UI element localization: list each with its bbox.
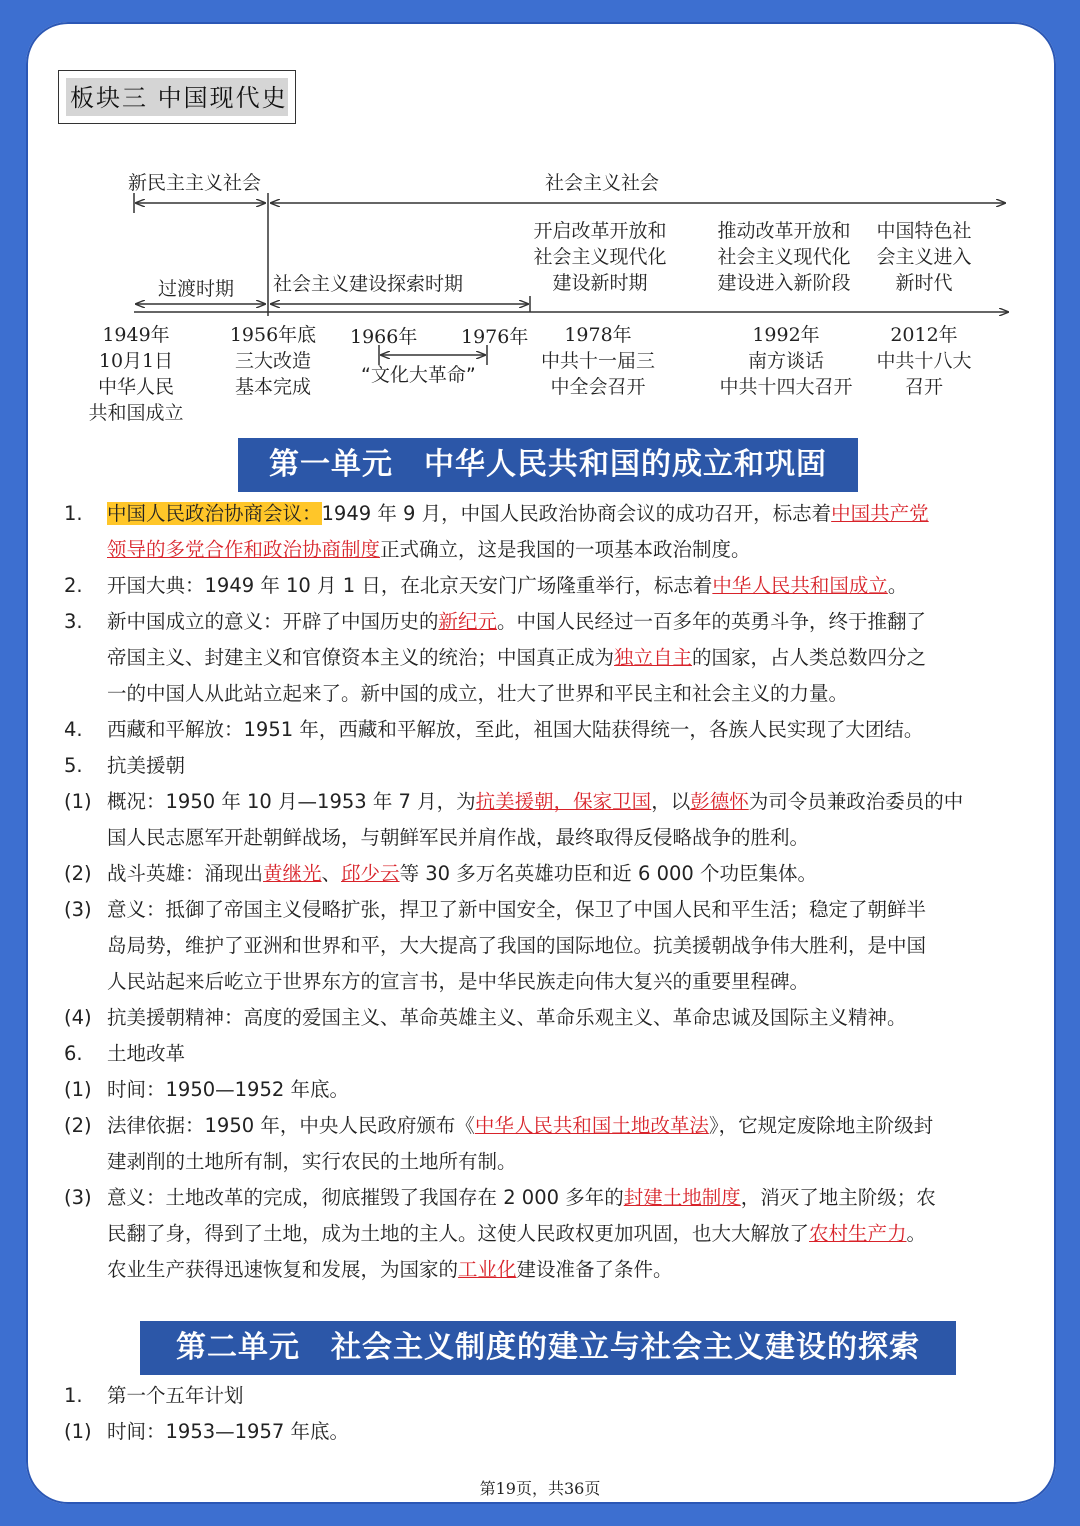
text: 农业生产获得迅速恢复和发展，为国家的	[107, 1258, 459, 1281]
stage-1978	[515, 218, 685, 296]
unit1-content	[64, 496, 1024, 1288]
u1-item-6-1	[64, 1072, 1024, 1108]
item-number: (3)	[64, 898, 92, 921]
event-2012-year: 2012年	[890, 324, 958, 346]
event-1949-line4: 共和国成立	[88, 402, 184, 424]
text: 一的中国人从此站立起来了。新中国的成立，壮大了世界和平民主和社会主义的力量。	[107, 682, 849, 705]
stage-2012	[864, 218, 984, 296]
text: ，以	[651, 790, 691, 813]
text: 。	[887, 574, 908, 597]
event-1978-line3: 中全会召开	[550, 376, 646, 398]
item-number: 3.	[64, 610, 83, 633]
stage-2012-line2: 会主义进入	[876, 246, 972, 268]
u1-item-6	[64, 1036, 1024, 1072]
item-number: 6.	[64, 1042, 83, 1065]
key-term: 封建土地制度	[623, 1186, 741, 1209]
item-number: (1)	[64, 790, 92, 813]
cultural-revolution-label: “文化大革命”	[361, 364, 476, 386]
item-number: 2.	[64, 574, 83, 597]
event-1949-date: 10月1日	[98, 350, 174, 372]
key-term: 中华人民共和国土地改革法	[474, 1114, 709, 1137]
label-exploration: 社会主义建设探索时期	[273, 273, 464, 295]
item-number: 4.	[64, 718, 83, 741]
unit1-title: 第一单元 中华人民共和国的成立和巩固	[238, 438, 858, 492]
item-number: (1)	[64, 1078, 92, 1101]
event-1978	[523, 322, 673, 400]
item-number: (4)	[64, 1006, 92, 1029]
text: 民翻了身，得到了土地，成为土地的主人。这使人民政权更加巩固，也大大解放了	[107, 1222, 810, 1245]
stage-1992-line3: 建设进入新阶段	[717, 272, 851, 294]
text: 岛局势，维护了亚洲和世界和平，大大提高了我国的国际地位。抗美援朝战争伟大胜利，是中国	[107, 934, 927, 957]
key-term: 工业化	[458, 1258, 517, 1281]
stage-1978-line2: 社会主义现代化	[533, 246, 667, 268]
text: 的国家，占人类总数四分之	[692, 646, 927, 669]
item-number: (2)	[64, 1114, 92, 1137]
key-term: 领导的多党合作和政治协商制度	[107, 538, 381, 561]
text: 意义：土地改革的完成，彻底摧毁了我国存在 2 000 多年的	[107, 1186, 624, 1209]
text: 法律依据：1950 年，中央人民政府颁布《	[107, 1114, 475, 1137]
highlight-term: 中国人民政治协商会议：	[107, 502, 322, 525]
key-term: 邱少云	[341, 862, 400, 885]
key-term: 中华人民共和国成立	[712, 574, 888, 597]
event-1956-year: 1956年底	[229, 324, 317, 346]
event-1949-line3: 中华人民	[97, 376, 174, 398]
key-term: 独立自主	[614, 646, 693, 669]
text: 。中国人民经过一百多年的英勇斗争，终于推翻了	[497, 610, 927, 633]
text: 帝国主义、封建主义和官僚资本主义的统治；中国真正成为	[107, 646, 615, 669]
text: 》，它规定废除地主阶级封	[708, 1114, 934, 1137]
u1-item-6-2	[64, 1108, 1024, 1180]
text: 西藏和平解放：1951 年，西藏和平解放，至此，祖国大陆获得统一，各族人民实现了大团结。	[107, 718, 924, 741]
item-number: 1.	[64, 1384, 83, 1407]
unit2-content	[64, 1378, 1024, 1450]
u1-item-5-1	[64, 784, 1024, 856]
u1-item-5-4	[64, 1000, 1024, 1036]
text: ，消灭了地主阶级；农	[740, 1186, 936, 1209]
u1-item-3	[64, 604, 1024, 712]
item-number: (2)	[64, 862, 92, 885]
u1-item-6-3	[64, 1180, 1024, 1288]
period-new-democracy: 新民主主义社会	[128, 172, 262, 194]
u2-item-1	[64, 1378, 1024, 1414]
text: 等 30 多万名英雄功臣和近 6 000 个功臣集体。	[399, 862, 817, 885]
label-transition: 过渡时期	[158, 278, 235, 300]
event-2012-line2: 中共十八大	[876, 350, 972, 372]
text: 时间：1950—1952 年底。	[107, 1078, 349, 1101]
event-1956	[218, 322, 328, 400]
u1-item-5-3	[64, 892, 1024, 1000]
unit2-title: 第二单元 社会主义制度的建立与社会主义建设的探索	[140, 1321, 956, 1375]
item-number: (3)	[64, 1186, 92, 1209]
text: 、	[321, 862, 342, 885]
text: 第一个五年计划	[107, 1384, 244, 1407]
u1-item-1	[64, 496, 1024, 568]
stage-1978-line3: 建设新时期	[552, 272, 648, 294]
text: 土地改革	[107, 1042, 186, 1065]
text: 抗美援朝精神：高度的爱国主义、革命英雄主义、革命乐观主义、革命忠诚及国际主义精神。	[107, 1006, 907, 1029]
text: 1949 年 9 月，中国人民政治协商会议的成功召开，标志着	[321, 502, 832, 525]
event-1992-year: 1992年	[752, 324, 820, 346]
stage-1992-line1: 推动改革开放和	[717, 220, 851, 242]
text: 新中国成立的意义：开辟了中国历史的	[107, 610, 439, 633]
item-number: 1.	[64, 502, 83, 525]
event-1956-line2: 三大改造	[234, 350, 311, 372]
key-term: 农村生产力	[809, 1222, 907, 1245]
text: 正式确立，这是我国的一项基本政治制度。	[380, 538, 751, 561]
key-term: 中国共产党	[831, 502, 929, 525]
event-2012	[863, 322, 985, 400]
key-term: 黄继光	[263, 862, 322, 885]
text: 意义：抵御了帝国主义侵略扩张，捍卫了新中国安全，保卫了中国人民和平生活；稳定了朝鲜半	[107, 898, 927, 921]
text: 建剥削的土地所有制，实行农民的土地所有制。	[107, 1150, 517, 1173]
stage-1992-line2: 社会主义现代化	[717, 246, 851, 268]
u1-item-5	[64, 748, 1024, 784]
event-1992-line3: 中共十四大召开	[719, 376, 853, 398]
text: 抗美援朝	[107, 754, 186, 777]
event-1949-year: 1949年	[102, 324, 170, 346]
u1-item-5-2	[64, 856, 1024, 892]
event-1992-line2: 南方谈话	[747, 350, 824, 372]
text: 国人民志愿军开赴朝鲜战场，与朝鲜军民并肩作战，最终取得反侵略战争的胜利。	[107, 826, 810, 849]
u2-item-1-1	[64, 1414, 1024, 1450]
key-term: 新纪元	[438, 610, 498, 633]
item-number: 5.	[64, 754, 83, 777]
u1-item-2	[64, 568, 1024, 604]
text: 战斗英雄：涌现出	[107, 862, 264, 885]
event-1956-line3: 基本完成	[234, 376, 311, 398]
item-number: (1)	[64, 1420, 92, 1443]
section-badge-label: 板块三 中国现代史	[66, 78, 288, 116]
text: 。	[906, 1222, 927, 1245]
text: 人民站起来后屹立于世界东方的宣言书，是中华民族走向伟大复兴的重要里程碑。	[107, 970, 810, 993]
stage-2012-line1: 中国特色社	[876, 220, 972, 242]
event-1978-year: 1978年	[564, 324, 632, 346]
text: 开国大典：1949 年 10 月 1 日，在北京天安门广场隆重举行，标志着	[107, 574, 713, 597]
key-term: 抗美援朝，保家卫国	[475, 790, 652, 813]
period-socialism: 社会主义社会	[545, 172, 660, 194]
event-1978-line2: 中共十一届三	[540, 350, 655, 372]
event-1966: 1966年	[350, 326, 418, 348]
event-1992	[700, 322, 872, 400]
u1-item-4	[64, 712, 1024, 748]
stage-1978-line1: 开启改革开放和	[533, 220, 667, 242]
text: 建设准备了条件。	[516, 1258, 673, 1281]
key-term: 彭德怀	[690, 790, 749, 813]
text: 为司令员兼政治委员的中	[748, 790, 964, 813]
stage-2012-line3: 新时代	[895, 272, 953, 294]
page-footer: 第19页，共36页	[479, 1479, 601, 1498]
event-2012-line3: 召开	[904, 376, 943, 398]
event-1949	[76, 322, 196, 426]
event-1976: 1976年	[461, 326, 529, 348]
text: 时间：1953—1957 年底。	[107, 1420, 349, 1443]
text: 概况：1950 年 10 月—1953 年 7 月，为	[107, 790, 476, 813]
stage-1992	[700, 218, 868, 296]
